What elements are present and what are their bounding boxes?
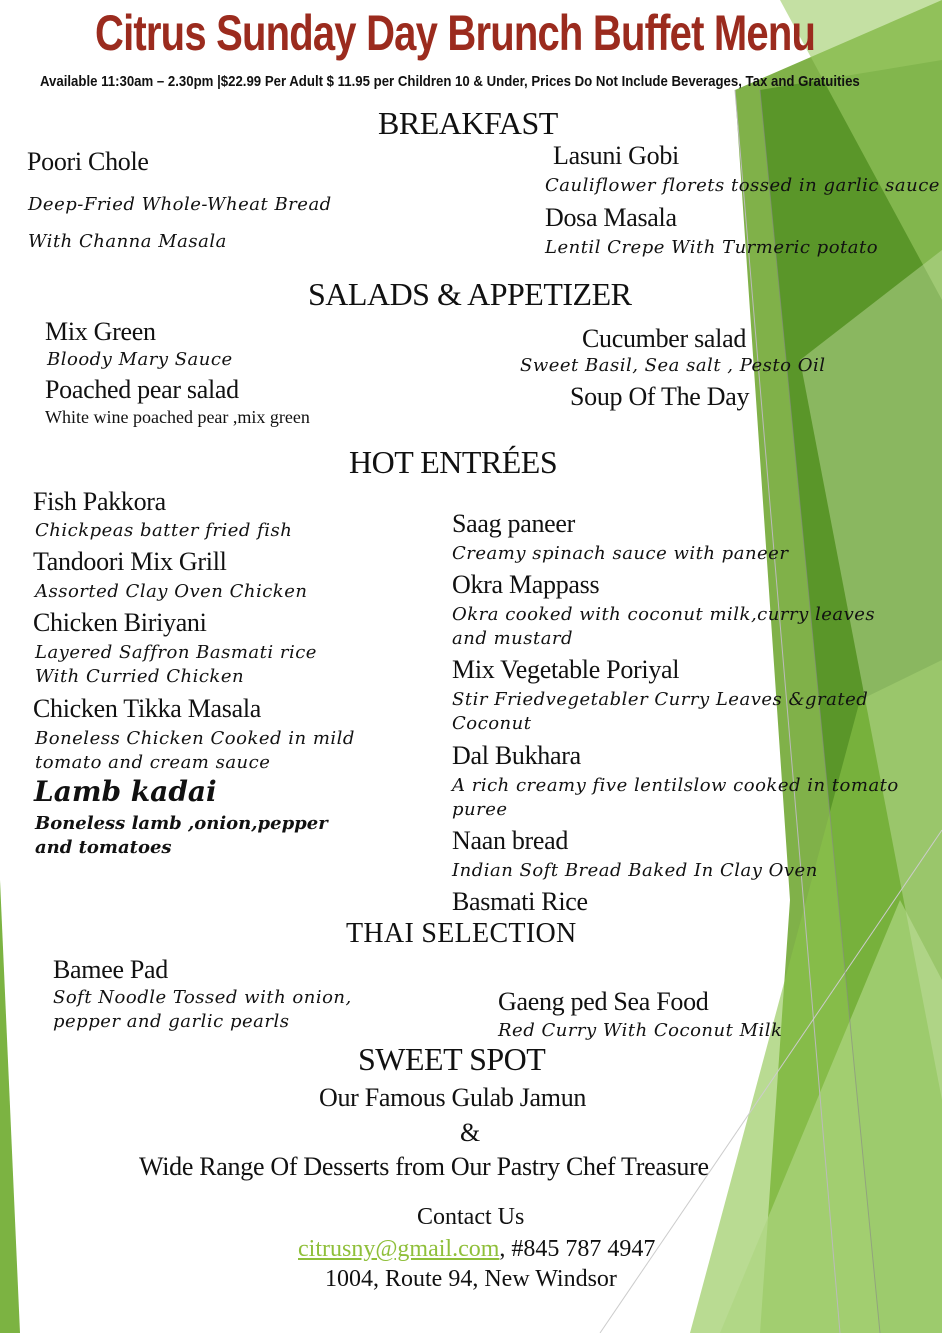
bamee-pad-desc-2: pepper and garlic pearls [53, 1011, 290, 1032]
mix-vegetable-poriyal-name: Mix Vegetable Poriyal [452, 655, 680, 684]
fish-pakkora-desc: Chickpeas batter fried fish [35, 520, 293, 541]
poori-chole-desc-2: With Channa Masala [28, 231, 227, 252]
naan-bread-desc: Indian Soft Bread Baked In Clay Oven [452, 860, 818, 881]
lasuni-gobi-name: Lasuni Gobi [553, 141, 679, 170]
dal-bukhara-desc-1: A rich creamy five lentilslow cooked in tomato [452, 775, 899, 796]
desserts-line: Wide Range Of Desserts from Our Pastry Chef Treasure [139, 1152, 709, 1181]
fish-pakkora-name: Fish Pakkora [33, 487, 166, 516]
chicken-tikka-masala-desc-2: tomato and cream sauce [35, 752, 271, 773]
poori-chole-desc-1: Deep-Fried Whole-Wheat Bread [28, 194, 332, 215]
ampersand-line: & [460, 1118, 480, 1147]
lamb-kadai-desc-1: Boneless lamb ,onion,pepper [35, 813, 328, 834]
okra-mappass-desc-1: Okra cooked with coconut milk,curry leaves [452, 604, 876, 625]
thai-selection-heading: THAI SELECTION [346, 918, 577, 949]
mix-vegetable-poriyal-desc-2: Coconut [452, 713, 532, 734]
mix-green-name: Mix Green [45, 317, 156, 346]
poached-pear-desc: White wine poached pear ,mix green [45, 407, 310, 427]
dosa-masala-name: Dosa Masala [545, 203, 677, 232]
lamb-kadai-name: Lamb kadai [34, 775, 217, 808]
bamee-pad-desc-1: Soft Noodle Tossed with onion, [53, 987, 352, 1008]
naan-bread-name: Naan bread [452, 826, 569, 855]
saag-paneer-name: Saag paneer [452, 509, 576, 538]
menu-title: Citrus Sunday Day Brunch Buffet Menu [95, 5, 816, 61]
poori-chole-name: Poori Chole [27, 147, 149, 176]
contact-heading: Contact Us [417, 1204, 525, 1230]
email-link[interactable]: citrusny@gmail.com [298, 1236, 500, 1262]
cucumber-salad-name: Cucumber salad [582, 324, 747, 353]
sweet-spot-heading: SWEET SPOT [358, 1041, 546, 1077]
breakfast-heading: BREAKFAST [378, 105, 558, 141]
okra-mappass-name: Okra Mappass [452, 570, 600, 599]
bamee-pad-name: Bamee Pad [53, 955, 168, 984]
poached-pear-name: Poached pear salad [45, 375, 239, 404]
cucumber-salad-desc: Sweet Basil, Sea salt , Pesto Oil [520, 355, 826, 376]
chicken-biriyani-name: Chicken Biriyani [33, 608, 207, 637]
gaeng-ped-name: Gaeng ped Sea Food [498, 987, 709, 1016]
tandoori-mix-grill-name: Tandoori Mix Grill [33, 547, 227, 576]
dosa-masala-desc: Lentil Crepe With Turmeric potato [545, 237, 879, 258]
chicken-tikka-masala-desc-1: Boneless Chicken Cooked in mild [35, 728, 355, 749]
basmati-rice-name: Basmati Rice [452, 887, 588, 916]
chicken-tikka-masala-name: Chicken Tikka Masala [33, 694, 261, 723]
saag-paneer-desc: Creamy spinach sauce with paneer [452, 543, 789, 564]
chicken-biriyani-desc-1: Layered Saffron Basmati rice [35, 642, 317, 663]
lasuni-gobi-desc: Cauliflower florets tossed in garlic sauce [545, 175, 940, 196]
dal-bukhara-name: Dal Bukhara [452, 741, 581, 770]
dal-bukhara-desc-2: puree [452, 799, 508, 820]
phone-number: , #845 787 4947 [499, 1236, 656, 1262]
address: 1004, Route 94, New Windsor [325, 1266, 617, 1292]
tandoori-mix-grill-desc: Assorted Clay Oven Chicken [35, 581, 308, 602]
chicken-biriyani-desc-2: With Curried Chicken [35, 666, 245, 687]
contact-email-phone-line [298, 1236, 655, 1263]
gulab-jamun-line: Our Famous Gulab Jamun [319, 1083, 587, 1112]
mix-vegetable-poriyal-desc-1: Stir Friedvegetabler Curry Leaves &grated [452, 689, 869, 710]
lamb-kadai-desc-2: and tomatoes [35, 837, 172, 858]
availability-info: Available 11:30am – 2.30pm |$22.99 Per Adult $ 11.95 per Children 10 & Under, Prices Do Not Include Beverages, Tax and Gratuities [40, 73, 860, 90]
soup-of-the-day-name: Soup Of The Day [570, 382, 750, 411]
salads-heading: SALADS & APPETIZER [308, 276, 632, 312]
gaeng-ped-desc: Red Curry With Coconut Milk [498, 1020, 783, 1041]
mix-green-desc: Bloody Mary Sauce [47, 349, 233, 370]
okra-mappass-desc-2: and mustard [452, 628, 574, 649]
hot-entrees-heading: HOT ENTRÉES [349, 444, 558, 480]
